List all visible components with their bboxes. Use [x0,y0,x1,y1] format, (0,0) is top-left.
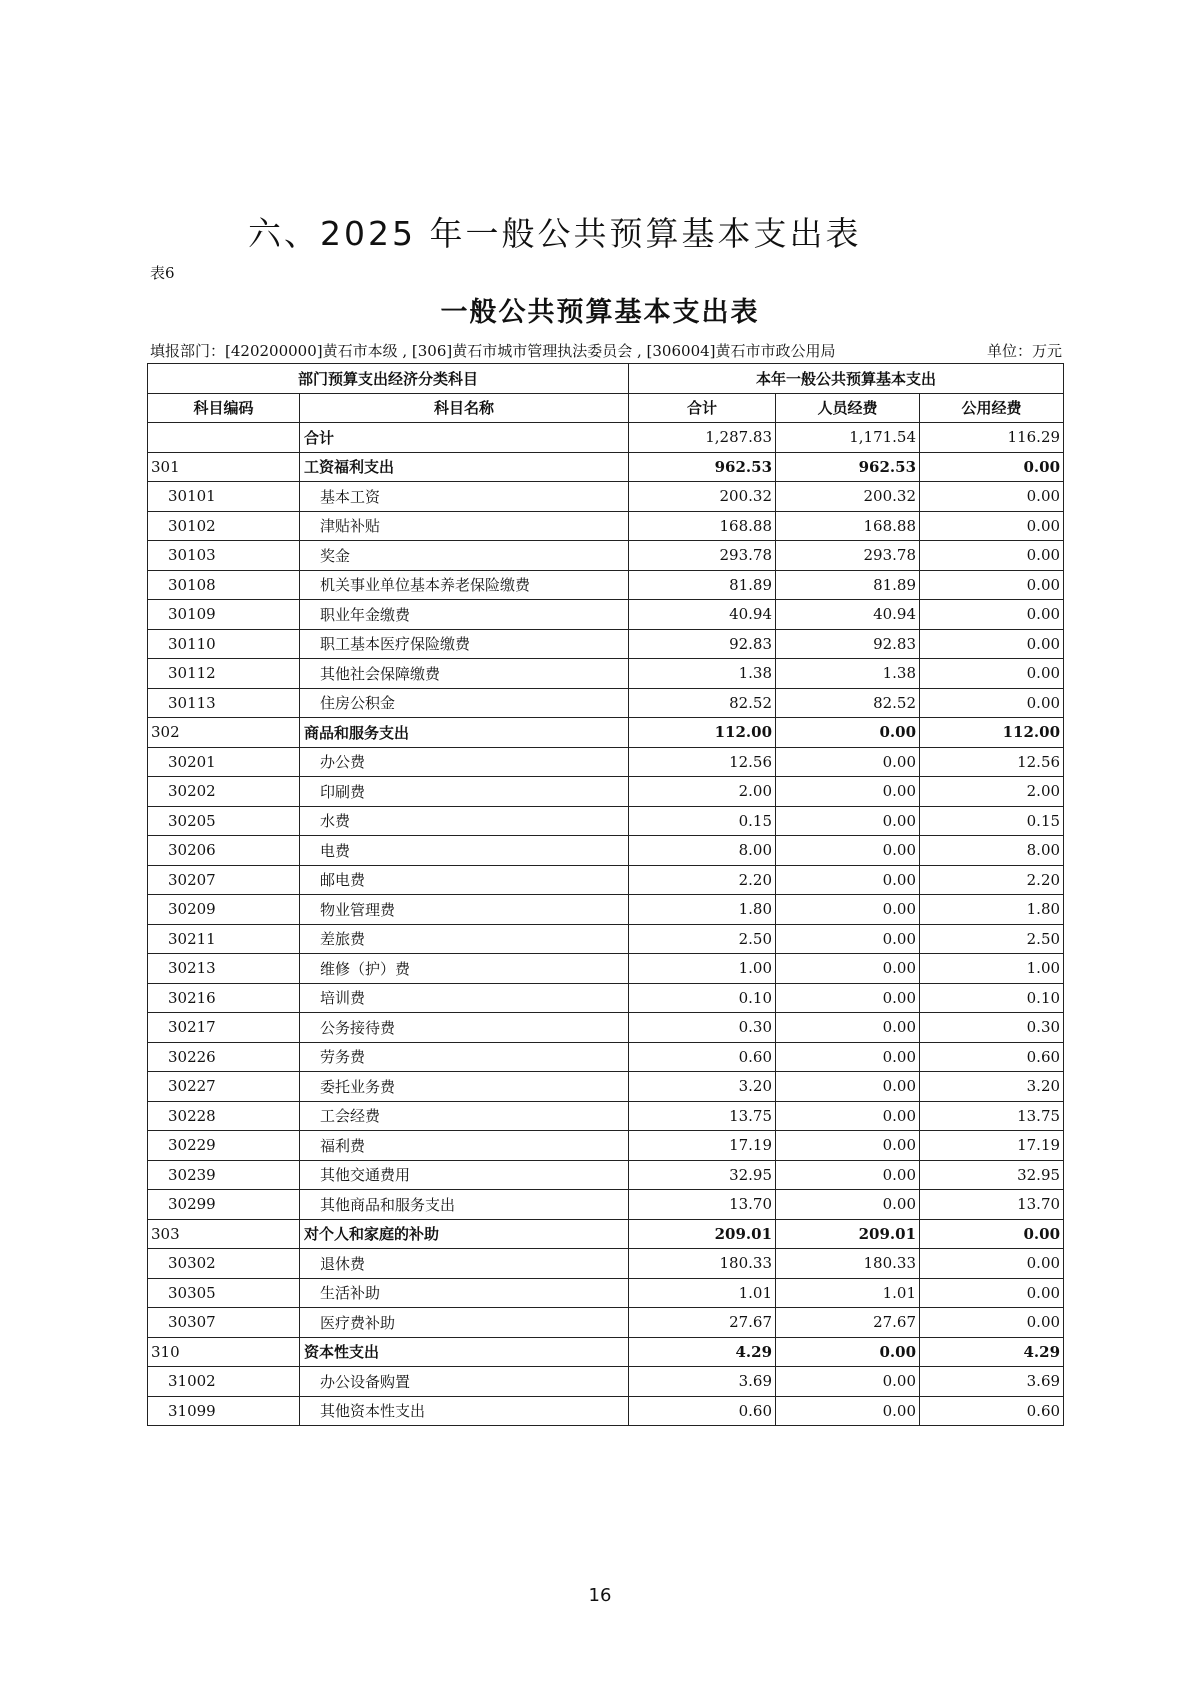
header-name: 科目名称 [300,393,629,423]
cell-personnel: 81.89 [776,570,920,600]
cell-personnel: 0.00 [776,777,920,807]
table-row [148,983,1064,1013]
cell-public: 0.00 [920,1278,1064,1308]
table-body [148,423,1064,1426]
cell-personnel: 0.00 [776,747,920,777]
cell-code: 30299 [148,1190,300,1220]
cell-personnel: 0.00 [776,1367,920,1397]
cell-name: 生活补助 [300,1278,629,1308]
cell-name: 培训费 [300,983,629,1013]
cell-code: 30229 [148,1131,300,1161]
cell-name: 办公费 [300,747,629,777]
cell-personnel: 0.00 [776,1101,920,1131]
cell-code: 301 [148,452,300,482]
cell-public: 2.50 [920,924,1064,954]
cell-personnel: 209.01 [776,1219,920,1249]
cell-total: 0.30 [629,1013,776,1043]
table-row [148,541,1064,571]
cell-code: 30227 [148,1072,300,1102]
cell-name: 委托业务费 [300,1072,629,1102]
cell-personnel: 40.94 [776,600,920,630]
cell-code: 30213 [148,954,300,984]
cell-public: 3.20 [920,1072,1064,1102]
cell-personnel: 0.00 [776,954,920,984]
cell-personnel: 0.00 [776,1337,920,1367]
cell-code [148,423,300,453]
table-row [148,1308,1064,1338]
cell-total: 180.33 [629,1249,776,1279]
cell-name: 医疗费补助 [300,1308,629,1338]
header-public: 公用经费 [920,393,1064,423]
cell-public: 0.00 [920,600,1064,630]
header-personnel: 人员经费 [776,393,920,423]
cell-name: 其他社会保障缴费 [300,659,629,689]
cell-total: 2.20 [629,865,776,895]
cell-name: 维修（护）费 [300,954,629,984]
cell-personnel: 0.00 [776,1131,920,1161]
cell-personnel: 0.00 [776,1396,920,1426]
cell-public: 0.00 [920,1249,1064,1279]
cell-total: 1.38 [629,659,776,689]
cell-total: 200.32 [629,482,776,512]
cell-name: 机关事业单位基本养老保险缴费 [300,570,629,600]
cell-public: 0.60 [920,1396,1064,1426]
cell-public: 0.10 [920,983,1064,1013]
cell-total: 293.78 [629,541,776,571]
cell-public: 112.00 [920,718,1064,748]
cell-public: 0.00 [920,482,1064,512]
cell-total: 13.75 [629,1101,776,1131]
cell-name: 职工基本医疗保险缴费 [300,629,629,659]
cell-personnel: 0.00 [776,806,920,836]
cell-total: 1.80 [629,895,776,925]
cell-total: 13.70 [629,1190,776,1220]
cell-name: 合计 [300,423,629,453]
cell-total: 962.53 [629,452,776,482]
cell-public: 1.00 [920,954,1064,984]
cell-total: 3.20 [629,1072,776,1102]
cell-name: 对个人和家庭的补助 [300,1219,629,1249]
cell-total: 3.69 [629,1367,776,1397]
cell-name: 福利费 [300,1131,629,1161]
cell-public: 0.00 [920,1308,1064,1338]
header-code: 科目编码 [148,393,300,423]
cell-name: 差旅费 [300,924,629,954]
cell-code: 30101 [148,482,300,512]
cell-personnel: 92.83 [776,629,920,659]
cell-total: 27.67 [629,1308,776,1338]
cell-personnel: 1,171.54 [776,423,920,453]
cell-total: 81.89 [629,570,776,600]
cell-personnel: 200.32 [776,482,920,512]
cell-public: 116.29 [920,423,1064,453]
cell-code: 30109 [148,600,300,630]
cell-total: 32.95 [629,1160,776,1190]
cell-total: 168.88 [629,511,776,541]
table-title: 一般公共预算基本支出表 [440,297,760,328]
cell-code: 30226 [148,1042,300,1072]
cell-personnel: 168.88 [776,511,920,541]
table-number: 表6 [150,264,175,282]
cell-personnel: 0.00 [776,1160,920,1190]
cell-name: 电费 [300,836,629,866]
header-group-row [148,364,1064,394]
cell-total: 0.10 [629,983,776,1013]
cell-name: 基本工资 [300,482,629,512]
cell-total: 1,287.83 [629,423,776,453]
page-number: 16 [588,1585,612,1606]
cell-personnel: 962.53 [776,452,920,482]
meta-line [150,340,1062,361]
unit-label: 单位：万元 [986,342,1062,360]
cell-code: 30112 [148,659,300,689]
cell-personnel: 0.00 [776,1013,920,1043]
cell-public: 3.69 [920,1367,1064,1397]
cell-name: 劳务费 [300,1042,629,1072]
table-row [148,629,1064,659]
cell-public: 0.00 [920,570,1064,600]
table-row [148,836,1064,866]
cell-code: 30209 [148,895,300,925]
cell-public: 2.00 [920,777,1064,807]
table-row [148,777,1064,807]
cell-code: 30239 [148,1160,300,1190]
table-row [148,1190,1064,1220]
cell-public: 0.00 [920,452,1064,482]
table-row [148,482,1064,512]
cell-code: 30102 [148,511,300,541]
cell-personnel: 1.01 [776,1278,920,1308]
cell-total: 4.29 [629,1337,776,1367]
cell-code: 30202 [148,777,300,807]
cell-total: 1.01 [629,1278,776,1308]
table-row [148,1219,1064,1249]
table-row [148,806,1064,836]
cell-name: 其他交通费用 [300,1160,629,1190]
table-row [148,865,1064,895]
cell-code: 310 [148,1337,300,1367]
table-row [148,1337,1064,1367]
cell-code: 30207 [148,865,300,895]
cell-name: 退休费 [300,1249,629,1279]
cell-total: 2.00 [629,777,776,807]
cell-public: 0.00 [920,541,1064,571]
table-row [148,659,1064,689]
cell-code: 30307 [148,1308,300,1338]
cell-code: 30201 [148,747,300,777]
table-row [148,1160,1064,1190]
cell-code: 30113 [148,688,300,718]
cell-code: 31002 [148,1367,300,1397]
table-row [148,1131,1064,1161]
cell-name: 工会经费 [300,1101,629,1131]
table-row [148,1072,1064,1102]
table-row [148,452,1064,482]
table-row [148,924,1064,954]
cell-total: 0.15 [629,806,776,836]
table-row [148,1278,1064,1308]
table-row [148,1042,1064,1072]
cell-name: 津贴补贴 [300,511,629,541]
cell-public: 13.70 [920,1190,1064,1220]
cell-public: 0.00 [920,688,1064,718]
cell-public: 4.29 [920,1337,1064,1367]
cell-total: 12.56 [629,747,776,777]
cell-code: 30228 [148,1101,300,1131]
cell-personnel: 180.33 [776,1249,920,1279]
cell-public: 0.00 [920,511,1064,541]
cell-public: 0.30 [920,1013,1064,1043]
cell-total: 209.01 [629,1219,776,1249]
cell-code: 30205 [148,806,300,836]
cell-code: 30217 [148,1013,300,1043]
cell-public: 0.15 [920,806,1064,836]
cell-public: 2.20 [920,865,1064,895]
cell-public: 0.00 [920,629,1064,659]
cell-public: 17.19 [920,1131,1064,1161]
cell-personnel: 0.00 [776,718,920,748]
header-group-expenditure: 本年一般公共预算基本支出 [629,364,1064,394]
table-row [148,747,1064,777]
cell-name: 印刷费 [300,777,629,807]
table-header [148,364,1064,423]
cell-public: 13.75 [920,1101,1064,1131]
cell-code: 30211 [148,924,300,954]
table-row [148,954,1064,984]
header-total: 合计 [629,393,776,423]
section-title: 六、2025 年一般公共预算基本支出表 [248,214,862,253]
header-column-row [148,393,1064,423]
cell-name: 工资福利支出 [300,452,629,482]
table-row [148,511,1064,541]
filler-department: 填报部门：[420200000]黄石市本级 , [306]黄石市城市管理执法委员会 , [306004]黄石市市政公用局 [150,342,836,360]
cell-public: 1.80 [920,895,1064,925]
cell-code: 30110 [148,629,300,659]
cell-total: 82.52 [629,688,776,718]
cell-code: 302 [148,718,300,748]
table-row [148,1396,1064,1426]
cell-name: 资本性支出 [300,1337,629,1367]
cell-total: 92.83 [629,629,776,659]
cell-code: 31099 [148,1396,300,1426]
cell-name: 其他商品和服务支出 [300,1190,629,1220]
cell-total: 0.60 [629,1042,776,1072]
cell-public: 0.60 [920,1042,1064,1072]
budget-table [147,363,1064,1426]
cell-personnel: 293.78 [776,541,920,571]
table-row [148,1101,1064,1131]
cell-code: 30206 [148,836,300,866]
cell-code: 30302 [148,1249,300,1279]
cell-name: 住房公积金 [300,688,629,718]
cell-personnel: 0.00 [776,895,920,925]
cell-personnel: 82.52 [776,688,920,718]
cell-personnel: 0.00 [776,1190,920,1220]
cell-personnel: 0.00 [776,1042,920,1072]
table-row [148,895,1064,925]
table-row [148,1367,1064,1397]
cell-name: 职业年金缴费 [300,600,629,630]
cell-name: 邮电费 [300,865,629,895]
table-row [148,600,1064,630]
cell-personnel: 0.00 [776,836,920,866]
cell-name: 奖金 [300,541,629,571]
cell-total: 8.00 [629,836,776,866]
cell-personnel: 0.00 [776,1072,920,1102]
cell-code: 30216 [148,983,300,1013]
cell-personnel: 0.00 [776,924,920,954]
cell-total: 17.19 [629,1131,776,1161]
cell-code: 30103 [148,541,300,571]
cell-code: 30108 [148,570,300,600]
cell-public: 12.56 [920,747,1064,777]
cell-total: 0.60 [629,1396,776,1426]
cell-personnel: 27.67 [776,1308,920,1338]
cell-name: 商品和服务支出 [300,718,629,748]
cell-name: 办公设备购置 [300,1367,629,1397]
cell-public: 8.00 [920,836,1064,866]
table-row [148,570,1064,600]
table-row [148,1249,1064,1279]
cell-total: 1.00 [629,954,776,984]
cell-personnel: 0.00 [776,983,920,1013]
cell-total: 2.50 [629,924,776,954]
cell-total: 112.00 [629,718,776,748]
table-row [148,718,1064,748]
cell-total: 40.94 [629,600,776,630]
cell-personnel: 0.00 [776,865,920,895]
cell-public: 0.00 [920,1219,1064,1249]
table-row [148,688,1064,718]
cell-name: 水费 [300,806,629,836]
cell-personnel: 1.38 [776,659,920,689]
cell-code: 30305 [148,1278,300,1308]
cell-public: 0.00 [920,659,1064,689]
cell-code: 303 [148,1219,300,1249]
cell-name: 公务接待费 [300,1013,629,1043]
cell-public: 32.95 [920,1160,1064,1190]
cell-name: 物业管理费 [300,895,629,925]
cell-name: 其他资本性支出 [300,1396,629,1426]
table-row [148,1013,1064,1043]
header-group-classification: 部门预算支出经济分类科目 [148,364,629,394]
table-row [148,423,1064,453]
